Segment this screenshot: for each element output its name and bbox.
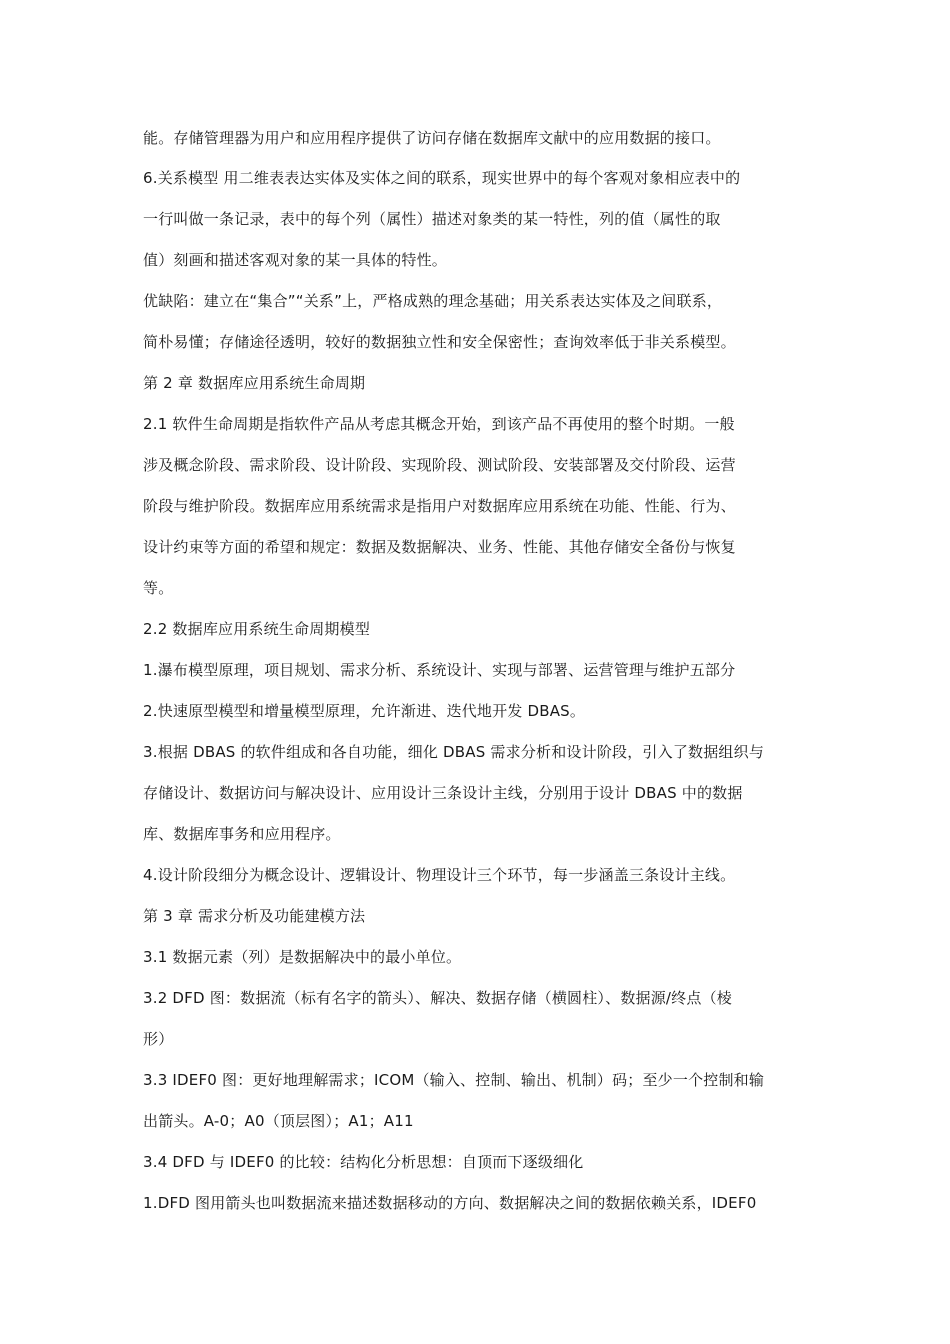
text-line: 3.1 数据元素（列）是数据解决中的最小单位。 <box>143 948 462 966</box>
text-line: 设计约束等方面的希望和规定：数据及数据解决、业务、性能、其他存储安全备份与恢复 <box>143 538 736 556</box>
text-line: 4.设计阶段细分为概念设计、逻辑设计、物理设计三个环节，每一步涵盖三条设计主线。 <box>143 866 736 884</box>
text-line: 3.3 IDEF0 图：更好地理解需求；ICOM（输入、控制、输出、机制）码；至少一个控制和输 <box>143 1071 765 1089</box>
chapter-heading: 第 3 章 需求分析及功能建模方法 <box>143 907 366 925</box>
text-line: 库、数据库事务和应用程序。 <box>143 825 341 843</box>
text-line: 存储设计、数据访问与解决设计、应用设计三条设计主线，分别用于设计 DBAS 中的数据 <box>143 784 743 802</box>
text-line: 出箭头。A-0；A0（顶层图）；A1；A11 <box>143 1112 414 1130</box>
text-line: 值）刻画和描述客观对象的某一具体的特性。 <box>143 251 448 269</box>
section-heading: 2.2 数据库应用系统生命周期模型 <box>143 620 371 638</box>
text-line: 涉及概念阶段、需求阶段、设计阶段、实现阶段、测试阶段、安装部署及交付阶段、运营 <box>143 456 736 474</box>
text-line: 3.2 DFD 图：数据流（标有名字的箭头）、解决、数据存储（横圆柱）、数据源/终点（棱 <box>143 989 732 1007</box>
text-line: 6.关系模型 用二维表表达实体及实体之间的联系，现实世界中的每个客观对象相应表中的 <box>143 169 741 187</box>
text-line: 1.瀑布模型原理，项目规划、需求分析、系统设计、实现与部署、运营管理与维护五部分 <box>143 661 736 679</box>
text-line: 等。 <box>143 579 174 597</box>
text-line: 2.1 软件生命周期是指软件产品从考虑其概念开始，到该产品不再使用的整个时期。一般 <box>143 415 735 433</box>
text-line: 简朴易懂；存储途径透明，较好的数据独立性和安全保密性；查询效率低于非关系模型。 <box>143 333 736 351</box>
text-line: 一行叫做一条记录，表中的每个列（属性）描述对象类的某一特性，列的值（属性的取 <box>143 210 721 228</box>
text-line: 形） <box>143 1030 174 1048</box>
text-line: 3.4 DFD 与 IDEF0 的比较：结构化分析思想：自顶而下逐级细化 <box>143 1153 584 1171</box>
text-line: 阶段与维护阶段。数据库应用系统需求是指用户对数据库应用系统在功能、性能、行为、 <box>143 497 736 515</box>
text-line: 3.根据 DBAS 的软件组成和各自功能，细化 DBAS 需求分析和设计阶段，引入了数据组织与 <box>143 743 765 761</box>
text-line: 2.快速原型模型和增量模型原理，允许渐进、迭代地开发 DBAS。 <box>143 702 586 720</box>
text-line: 优缺陷：建立在“集合”“关系”上，严格成熟的理念基础；用关系表达实体及之间联系， <box>143 292 723 310</box>
chapter-heading: 第 2 章 数据库应用系统生命周期 <box>143 374 366 392</box>
text-line: 1.DFD 图用箭头也叫数据流来描述数据移动的方向、数据解决之间的数据依赖关系，IDEF0 <box>143 1194 757 1212</box>
text-line: 能。存储管理器为用户和应用程序提供了访问存储在数据库文献中的应用数据的接口。 <box>143 129 721 147</box>
